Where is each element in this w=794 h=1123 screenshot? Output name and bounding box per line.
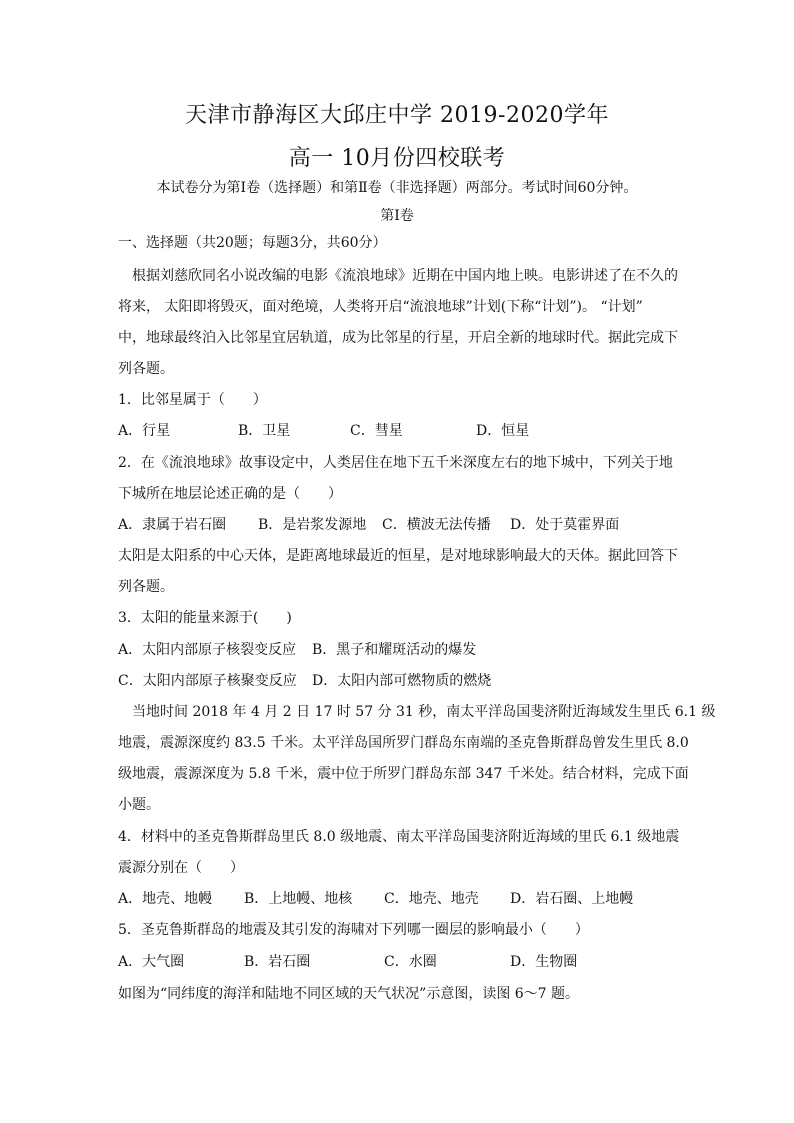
q3-option-a: A．太阳内部原子核裂变反应: [118, 642, 297, 658]
passage2-line: 列各题。: [118, 579, 174, 595]
question-4-stem: 震源分别在（ ）: [118, 860, 244, 876]
volume-heading: 第Ⅰ卷: [380, 208, 414, 224]
passage3-line: 当地时间 2018 年 4 月 2 日 17 时 57 分 31 秒，南太平洋岛国斐济附近海域发生里氏 6.1 级: [118, 704, 716, 720]
q1-option-b: B．卫星: [238, 423, 291, 439]
q5-option-a: A．大气圈: [118, 954, 185, 970]
question-2-stem: 2．在《流浪地球》故事设定中，人类居住在地下五千米深度左右的地下城中，下列关于地: [118, 455, 673, 471]
q2-option-c: C．横波无法传播: [382, 517, 491, 533]
q5-option-b: B．岩石圈: [244, 954, 311, 970]
q4-option-a: A．地壳、地幔: [118, 891, 213, 907]
question-3-stem: 3．太阳的能量来源于( ): [118, 610, 292, 626]
passage3-line: 小题。: [118, 797, 160, 813]
q3-option-b: B．黑子和耀斑活动的爆发: [312, 642, 477, 658]
passage3-line: 级地震，震源深度为 5.8 千米，震中位于所罗门群岛东部 347 千米处。结合材料，完成下面: [118, 766, 689, 782]
q3-option-d: D．太阳内部可燃物质的燃烧: [312, 673, 492, 689]
q1-option-d: D．恒星: [476, 423, 530, 439]
passage1-line: 中，地球最终泊入比邻星宜居轨道，成为比邻星的行星，开启全新的地球时代。据此完成下: [118, 330, 678, 346]
question-1-stem: 1．比邻星属于（ ）: [118, 392, 267, 408]
section-heading: 一、选择题（共20题；每题3分，共60分）: [118, 235, 387, 251]
passage3-line: 地震，震源深度约 83.5 千米。太平洋岛国所罗门群岛东南端的圣克鲁斯群岛曾发生里氏 8.0: [118, 735, 689, 751]
q2-option-b: B．是岩浆发源地: [258, 517, 367, 533]
figure-intro-text: 如图为“同纬度的海洋和陆地不同区域的天气状况”示意图，读图 6～7 题。: [118, 986, 580, 1002]
question-4-stem: 4．材料中的圣克鲁斯群岛里氏 8.0 级地震、南太平洋岛国斐济附近海域的里氏 6.1 级地震: [118, 829, 680, 845]
exam-title-line1: 天津市静海区大邱庄中学 2019-2020学年: [185, 103, 609, 128]
q1-option-a: A．行星: [118, 423, 171, 439]
q3-option-c: C．太阳内部原子核聚变反应: [118, 673, 297, 689]
question-2-stem: 下城所在地层论述正确的是（ ）: [118, 486, 342, 502]
q1-option-c: C．彗星: [350, 423, 403, 439]
q2-option-a: A．隶属于岩石圈: [118, 517, 227, 533]
q5-option-c: C．水圈: [384, 954, 437, 970]
passage1-line: 将来， 太阳即将毁灭，面对绝境，人类将开启“流浪地球”计划(下称“计划”)。 “计划”: [118, 299, 643, 315]
exam-title-line2: 高一 10月份四校联考: [288, 146, 506, 171]
exam-instructions: 本试卷分为第Ⅰ卷（选择题）和第Ⅱ卷（非选择题）两部分。考试时间60分钟。: [156, 180, 638, 196]
passage1-line: 根据刘慈欣同名小说改编的电影《流浪地球》近期在中国内地上映。电影讲述了在不久的: [118, 268, 678, 284]
passage1-line: 列各题。: [118, 361, 174, 377]
q4-option-b: B．上地幔、地核: [244, 891, 353, 907]
q4-option-c: C．地壳、地壳: [384, 891, 479, 907]
q4-option-d: D．岩石圈、上地幔: [510, 891, 634, 907]
passage2-line: 太阳是太阳系的中心天体，是距离地球最近的恒星，是对地球影响最大的天体。据此回答下: [118, 548, 678, 564]
question-5-stem: 5．圣克鲁斯群岛的地震及其引发的海啸对下列哪一圈层的影响最小（ ）: [118, 922, 589, 938]
q5-option-d: D．生物圈: [510, 954, 578, 970]
q2-option-d: D．处于莫霍界面: [510, 517, 620, 533]
